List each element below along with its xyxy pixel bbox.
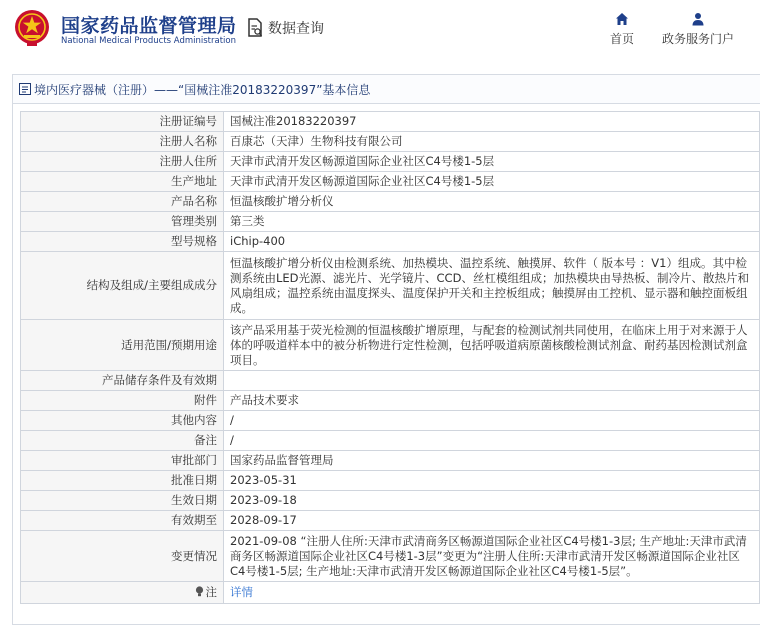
field-value-text: 2023-09-18 <box>230 493 297 507</box>
data-query-label <box>246 18 324 38</box>
field-label-text: 产品名称 <box>171 194 217 208</box>
field-label-text: 变更情况 <box>171 548 217 563</box>
document-search-icon <box>246 18 264 38</box>
field-value <box>224 531 760 582</box>
home-icon <box>615 12 629 26</box>
table-row <box>21 491 760 511</box>
detail-panel <box>12 74 760 625</box>
table-row <box>21 451 760 471</box>
table-row <box>21 252 760 320</box>
field-value <box>224 391 760 411</box>
field-label-text: 管理类别 <box>171 214 217 228</box>
field-label <box>21 192 224 212</box>
field-label-text: 适用范围/预期用途 <box>121 337 217 352</box>
field-value <box>224 511 760 531</box>
table-row <box>21 431 760 451</box>
field-value-text: iChip-400 <box>230 234 286 248</box>
field-label <box>21 172 224 192</box>
table-row <box>21 511 760 531</box>
table-row <box>21 411 760 431</box>
field-label-text: 批准日期 <box>171 473 217 487</box>
field-value-text: 第三类 <box>230 214 265 228</box>
table-row <box>21 152 760 172</box>
field-label <box>21 451 224 471</box>
field-label-text: 注 <box>205 585 217 599</box>
field-value-text: 百康芯（天津）生物科技有限公司 <box>230 134 403 148</box>
field-value <box>224 232 760 252</box>
field-label <box>21 471 224 491</box>
field-value <box>224 212 760 232</box>
table-row <box>21 232 760 252</box>
field-value-text: / <box>230 433 234 447</box>
field-value-text: 恒温核酸扩增分析仪 <box>230 194 334 208</box>
field-value-text: / <box>230 413 234 427</box>
field-value-text: 2023-05-31 <box>230 473 297 487</box>
field-value-text: 产品技术要求 <box>230 393 299 407</box>
field-label-text: 生效日期 <box>171 493 217 507</box>
table-row <box>21 172 760 192</box>
table-row <box>21 582 760 604</box>
field-label <box>21 391 224 411</box>
field-label-text: 注册证编号 <box>159 114 217 128</box>
field-label-text: 型号规格 <box>171 234 217 248</box>
field-label <box>21 320 224 371</box>
brand-title[interactable]: 国家药品监督管理局 <box>61 15 237 37</box>
field-value-text: 国械注准20183220397 <box>230 114 357 128</box>
field-label <box>21 132 224 152</box>
panel-title: 境内医疗器械（注册）——“国械注准20183220397”基本信息 <box>34 82 371 97</box>
brand-subtitle: National Medical Products Administration <box>61 36 236 46</box>
field-label-text: 产品储存条件及有效期 <box>102 373 217 387</box>
field-label <box>21 371 224 391</box>
field-value-text: 2021-09-08 “注册人住所:天津市武清商务区畅源道国际企业社区C4号楼1-3层; 生产地址:天津市武清商务区畅源道国际企业社区C4号楼1-3层”变更为“注册人住所:天津市武清开发区畅源道国际企业社区C4号楼1-5层; 生产地址:天津市武清开发区畅源道国际企业社区C4号楼1-5层”。 <box>230 533 747 578</box>
table-row <box>21 212 760 232</box>
field-value-text: 天津市武清开发区畅源道国际企业社区C4号楼1-5层 <box>230 174 495 188</box>
nav-home-label: 首页 <box>610 32 635 46</box>
data-query-text: 数据查询 <box>268 21 324 37</box>
table-row <box>21 320 760 371</box>
field-label <box>21 232 224 252</box>
field-label-text: 其他内容 <box>171 413 217 427</box>
field-value <box>224 582 760 604</box>
field-label <box>21 152 224 172</box>
field-value <box>224 491 760 511</box>
bulb-icon <box>195 585 206 599</box>
field-label <box>21 491 224 511</box>
nav-service-portal[interactable] <box>662 12 734 47</box>
field-value-text: 恒温核酸扩增分析仪由检测系统、加热模块、温控系统、触摸屏、软件（ 版本号 ：V1）组成。其中检测系统由LED光源、滤光片、光学镜片、CCD、丝杠模组组成；加热模块由导热板、制冷片、散热片和风扇组成；温控系统由温度探头、温度保护开关和主控板组成；触摸屏由工控机、显示器和触控面板组成。 <box>230 255 749 315</box>
field-label-text: 审批部门 <box>171 453 217 467</box>
national-emblem-logo[interactable] <box>14 9 50 47</box>
field-label-text: 结构及组成/主要组成成分 <box>86 278 217 292</box>
field-value-text: 国家药品监督管理局 <box>230 453 334 467</box>
table-row <box>21 112 760 132</box>
field-label-text: 备注 <box>194 433 217 447</box>
field-label <box>21 431 224 451</box>
field-label <box>21 582 224 604</box>
field-value <box>224 132 760 152</box>
detail-table <box>20 111 760 604</box>
field-value-text: 该产品采用基于荧光检测的恒温核酸扩增原理，与配套的检测试剂共同使用，在临床上用于对来源于人体的呼吸道样本中的被分析物进行定性检测，包括呼吸道病原菌核酸检测试剂盒、耐药基因检测试剂盒项目。 <box>230 322 748 367</box>
field-label-text: 生产地址 <box>171 174 217 188</box>
details-link[interactable]: 详情 <box>230 585 253 599</box>
field-label-text: 注册人名称 <box>159 134 217 148</box>
site-header <box>0 0 760 62</box>
field-value <box>224 431 760 451</box>
table-row <box>21 192 760 212</box>
field-label-text: 有效期至 <box>171 513 217 527</box>
table-row <box>21 531 760 582</box>
field-value <box>224 451 760 471</box>
field-label-text: 附件 <box>194 393 217 407</box>
user-icon <box>691 12 705 26</box>
field-label <box>21 212 224 232</box>
field-value <box>224 320 760 371</box>
field-value-text: 天津市武清开发区畅源道国际企业社区C4号楼1-5层 <box>230 154 495 168</box>
table-row <box>21 391 760 411</box>
field-label <box>21 112 224 132</box>
nav-service-portal-label: 政务服务门户 <box>662 32 735 46</box>
field-value <box>224 252 760 320</box>
table-row <box>21 371 760 391</box>
field-value <box>224 411 760 431</box>
field-label <box>21 511 224 531</box>
field-label <box>21 531 224 582</box>
panel-header <box>13 75 760 104</box>
field-value <box>224 112 760 132</box>
field-label <box>21 411 224 431</box>
detail-table-wrap <box>20 111 760 604</box>
field-value <box>224 172 760 192</box>
field-value-text: 2028-09-17 <box>230 513 297 527</box>
field-label <box>21 252 224 320</box>
field-value <box>224 471 760 491</box>
table-row <box>21 471 760 491</box>
nav-home[interactable] <box>610 12 634 47</box>
list-icon <box>19 83 31 95</box>
field-value <box>224 152 760 172</box>
field-label-text: 注册人住所 <box>159 154 217 168</box>
field-value <box>224 192 760 212</box>
table-row <box>21 132 760 152</box>
field-value <box>224 371 760 391</box>
